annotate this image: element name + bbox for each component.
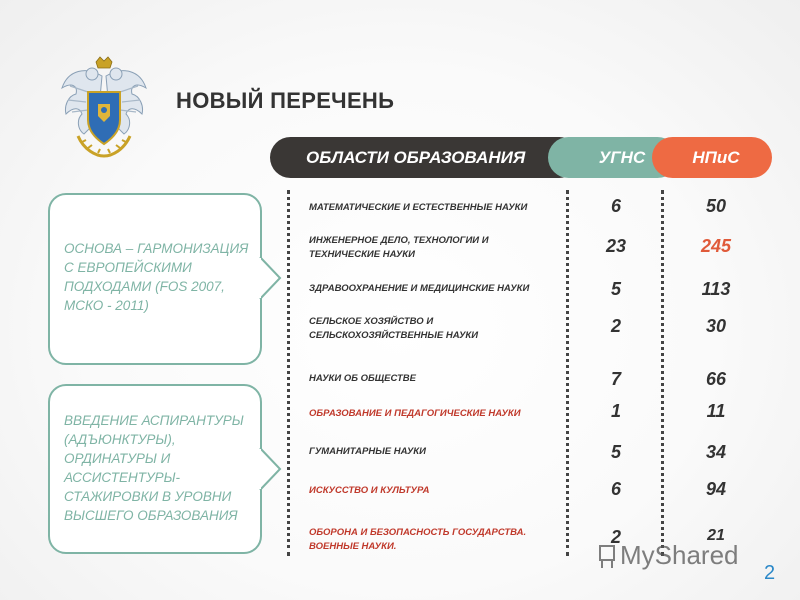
- row-ugns-value: 5: [610, 279, 621, 299]
- row-name: ИСКУССТВО И КУЛЬТУРА: [309, 485, 430, 496]
- header-npis-pill: [652, 137, 772, 178]
- svg-text:MyShared: MyShared: [620, 540, 739, 570]
- row-name: ИНЖЕНЕРНОЕ ДЕЛО, ТЕХНОЛОГИИ И ТЕХНИЧЕСКИЕ НАУКИ: [309, 235, 489, 260]
- row-ugns-value: 6: [610, 479, 621, 499]
- row-name: НАУКИ ОБ ОБЩЕСТВЕ: [309, 373, 416, 384]
- slide-number: 2: [764, 562, 776, 584]
- callout-harmonization-pointer: [258, 255, 284, 301]
- row-name: ОБРАЗОВАНИЕ И ПЕДАГОГИЧЕСКИЕ НАУКИ: [309, 408, 521, 419]
- row-npis-value: 21: [707, 527, 725, 544]
- dotted-separator-left: [287, 190, 290, 556]
- row-npis-value: 113: [701, 279, 731, 299]
- row-npis-value: 30: [705, 316, 727, 336]
- callout-postgraduate-pointer: [258, 446, 284, 492]
- header-ugns-label: УГНС: [598, 147, 646, 167]
- header-npis-label: НПиС: [692, 147, 740, 167]
- dotted-separator-middle: [566, 190, 569, 556]
- row-name: СЕЛЬСКОЕ ХОЗЯЙСТВО И СЕЛЬСКОХОЗЯЙСТВЕННЫЕ НАУКИ: [309, 316, 479, 341]
- header-areas-label: ОБЛАСТИ ОБРАЗОВАНИЯ: [306, 147, 526, 167]
- callout-postgraduate-text: ВВЕДЕНИЕ АСПИРАНТУРЫ (АДЪЮНКТУРЫ), ОРДИНАТУРЫ И АССИСТЕНТУРЫ-СТАЖИРОВКИ В УРОВНИ ВЫСШЕГО ОБРАЗОВАНИЯ: [64, 413, 244, 523]
- row-npis-value: 94: [705, 479, 727, 499]
- row-name: ГУМАНИТАРНЫЕ НАУКИ: [309, 446, 426, 457]
- dotted-separator-right: [661, 190, 664, 556]
- row-ugns-value: 7: [610, 369, 621, 389]
- row-ugns-value: 23: [605, 236, 627, 256]
- row-npis-value: 34: [705, 442, 727, 462]
- callout-postgraduate: [48, 384, 262, 554]
- callout-harmonization-text: ОСНОВА – ГАРМОНИЗАЦИЯ С ЕВРОПЕЙСКИМИ ПОДХОДАМИ (FOS 2007, МСКО - 2011): [64, 241, 249, 313]
- ministry-emblem-logo: [58, 56, 150, 160]
- page-title: НОВЫЙ ПЕРЕЧЕНЬ: [176, 88, 395, 113]
- row-npis-value: 245: [700, 236, 732, 256]
- row-ugns-value: 6: [610, 196, 621, 216]
- row-npis-value: 50: [705, 196, 727, 216]
- row-ugns-value: 2: [610, 316, 621, 336]
- row-ugns-value: 5: [610, 442, 621, 462]
- row-name: МАТЕМАТИЧЕСКИЕ И ЕСТЕСТВЕННЫЕ НАУКИ: [309, 202, 528, 213]
- callout-harmonization: [48, 193, 262, 365]
- row-ugns-value: 2: [610, 527, 621, 547]
- header-areas-pill: [270, 137, 580, 178]
- row-name: ЗДРАВООХРАНЕНИЕ И МЕДИЦИНСКИЕ НАУКИ: [309, 283, 530, 294]
- row-npis-value: 11: [706, 401, 726, 421]
- row-name: ОБОРОНА И БЕЗОПАСНОСТЬ ГОСУДАРСТВА. ВОЕННЫЕ НАУКИ.: [309, 527, 527, 552]
- row-npis-value: 66: [705, 369, 727, 389]
- myshared-watermark-logo: [598, 538, 768, 570]
- row-ugns-value: 1: [610, 401, 621, 421]
